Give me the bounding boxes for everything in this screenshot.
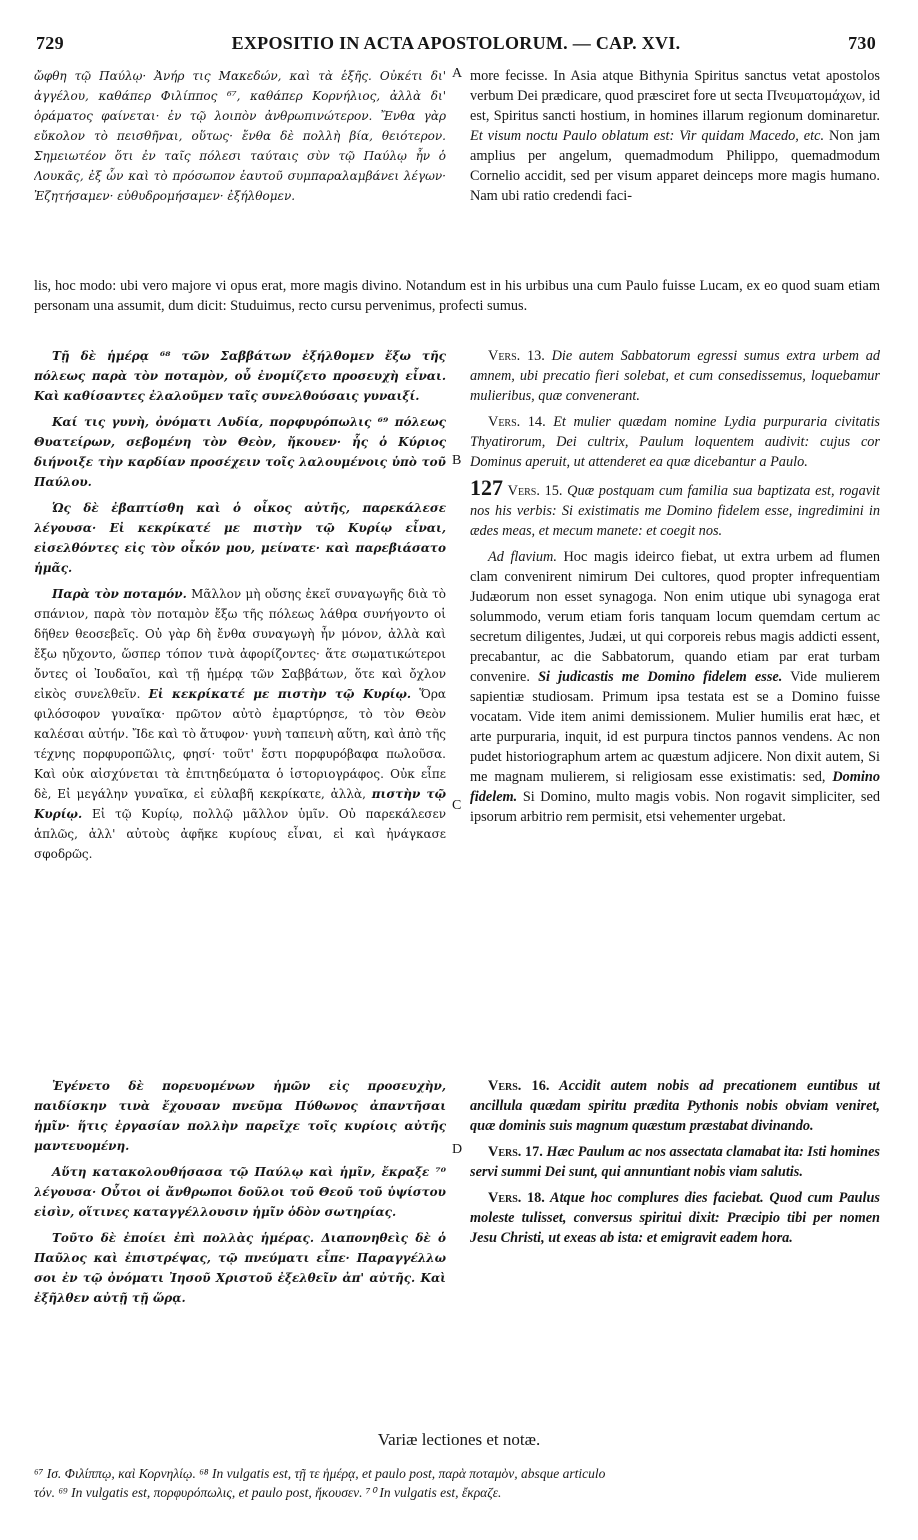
column-number: 127 [470,475,503,500]
latin-commentary-part-3: Si Domino, multo magis vobis. Non rogavit simpliciter, sed ipsorum arbitrio rem permisit, etsi vehementer urgebat. [470,789,880,825]
note-line-1: ⁶⁷ Ισ. Φιλίππῳ, καὶ Κορνηλίῳ. ⁶⁸ In vulgatis est, τῇ τε ἡμέρᾳ, et paulo post, παρὰ ποταμὸν, absque articulo [34,1466,606,1481]
latin-commentary-lemma-2: Si judicastis me Domino fidelem esse. [538,669,783,685]
greek-verses-16-18-block [34,1076,446,1414]
latin-verse-17: Hæc Paulum ac nos assectata clamabat ita: Isti homines servi summi Dei sunt, qui annuntiant nobis viam salutis. [470,1144,880,1180]
margin-letter-a: A [452,66,463,81]
latin-commentary-part-1: Hoc magis ideirco fiebat, ut extra urbem ad flumen clam convenirent nimirum Dei cultores, quod propter infrequentiam Judæorum non esset synagoga. Non enim utique ubi synagoga erat solummodo, verum etiam foris tanquam locum quemdam certum ac secretum diligentes, Judæi, ut qui corporeis rebus magis addicti essent, precabantur, ac die Sabbatorum, quando etiam par erat turbam convenire. [470,549,880,685]
latin-full-width-continuation [34,276,880,338]
vers-16-label: Vers. 16. [488,1078,550,1094]
margin-letter-b: B [452,453,462,468]
running-title: EXPOSITIO IN ACTA APOSTOLORUM. — CAP. XVI. [231,33,681,53]
latin-verse-18: Atque hoc complures dies faciebat. Quod cum Paulus moleste tulisset, conversus spiritui dixit: Præcipio tibi per nomen Jesu Christi, ut exeas ab ista: et emigravit eadem hora. [470,1190,880,1246]
greek-commentary-lemma-3: πιστὴν τῷ Κυρίῳ. [34,787,446,821]
page-number-right: 730 [848,33,876,53]
vers-15-label: Vers. 15. [507,483,563,499]
latin-verses-16-18-block [470,1076,880,1394]
latin-verse-15: Quæ postquam cum familia sua baptizata est, rogavit nos his verbis: Si existimatis me Domino fidelem esse, ingredimini in ædes meas, et mecum manete: et coegit nos. [470,483,880,539]
latin-verse-16: Accidit autem nobis ad precationem euntibus ut ancillula quædam spiritu prædita Pythonis nobis obviam veniret, quæ dominis suis magnum quæstum præstabat divinando. [470,1078,880,1134]
greek-commentary-part-1: Μᾶλλον μὴ οὔσης ἐκεῖ συναγωγῆς διὰ τὸ σπάνιον, παρὰ τὸν ποταμὸν ἔξω τῆς πόλεως λάθρα συνήγοντο οἱ δῆθεν θεοσεβεῖς. Οὐ γὰρ δὴ ἔνθα συναγωγὴ ἦν μόνον, ἀλλὰ καὶ ἔξω ηὔχοντο, ὥσπερ τόπον τινὰ ἀφορίζοντες· ἅτε σωματικώτεροι ὄντες οἱ Ἰουδαῖοι, καὶ τῇ ἡμέρᾳ τῶν Σαββάτων, ὅτε καὶ ὄχλον εἰκὸς συνελθεῖν. [34,587,446,701]
vers-13-label: Vers. 13. [488,348,545,364]
greek-commentary-part-3: Εἰ τῷ Κυρίῳ, πολλῷ μᾶλλον ὑμῖν. Οὐ παρεκάλεσεν ἁπλῶς, ἀλλ' αὐτοὺς ἀφῆκε κυρίους εἶναι, εἰ καὶ ἠνάγκασε σφοδρῶς. [34,807,446,861]
latin-opening-text-2: Non jam amplius per angelum, quemadmodum Philippo, quemadmodum Cornelio accidit, sed per visum apparet deinceps more magis humano. Nam ubi ratio credendi faci- [470,128,880,204]
vers-18-label: Vers. 18. [488,1190,545,1206]
latin-full-width-text: lis, hoc modo: ubi vero majore vi opus erat, more magis divino. Notandum est in his urbibus una cum Paulo fuisse Lucam, ex eo quod suam etiam personam una assumit, dum dicit: Studuimus, recto cursu pervenimus, profecti sumus. [34,278,880,314]
greek-commentary-lemma: Παρὰ τὸν ποταμόν. [52,587,187,601]
greek-verse-17: Αὕτη κατακολουθήσασα τῷ Παύλῳ καὶ ἡμῖν, ἔκραξε ⁷⁰ λέγουσα· Οὗτοι οἱ ἄνθρωποι δοῦλοι τοῦ Θεοῦ τοῦ ὑψίστου εἰσὶν, οἵτινες καταγγέλλουσιν ἡμῖν ὁδὸν σωτηρίας. [34,1165,446,1219]
note-line-2: τόν. ⁶⁹ In vulgatis est, πορφυρόπωλις, et paulo post, ἤκουσεν. ⁷⁰ In vulgatis est, ἔκραζε. [34,1485,502,1500]
vers-17-label: Vers. 17. [488,1144,543,1160]
greek-verse-18: Τοῦτο δὲ ἐποίει ἐπὶ πολλὰς ἡμέρας. Διαπονηθεὶς δὲ ὁ Παῦλος καὶ ἐπιστρέψας, τῷ πνεύματι εἶπε· Παραγγέλλω σοι ἐν τῷ ὀνόματι Ἰησοῦ Χριστοῦ ἐξελθεῖν ἀπ' αὐτῆς. Καὶ ἐξῆλθεν αὐτῇ τῇ ὥρᾳ. [34,1231,446,1305]
margin-letter-c: C [452,798,462,813]
notes-title: Variæ lectiones et notæ. [377,1430,541,1449]
latin-commentary-part-2: Vide mulierem sapientiæ studiosam. Primum ipsa testata est se a Domino fuisse vocatam. Vide item animi demissionem. Mulier humilis erat hæc, et arte purpuraria, inquit, id est purpura tinctos pannos vendens. Ac non pudet historiographum artem ac quæstum adjicere. Non dixit autem, Si me magnam mulierem, si religiosam esse existimatis: sed, [470,669,880,785]
running-header [36,33,876,57]
page-number-left: 729 [36,33,64,53]
latin-opening-block [470,66,880,278]
vers-14-label: Vers. 14. [488,414,546,430]
margin-letter-d: D [452,1142,463,1157]
latin-commentary-lemma: Ad flavium. [488,549,557,565]
latin-opening-text-1: more fecisse. In Asia atque Bithynia Spiritus sanctus vetat apostolos verbum Dei prædicare, quod præsciret fore ut secta Πνευματομάχων, id est, Spiritus sancti hostium, in homines illarum regionum dominaretur. [470,68,880,124]
greek-verse-16: Ἐγένετο δὲ πορευομένων ἡμῶν εἰς προσευχὴν, παιδίσκην τινὰ ἔχουσαν πνεῦμα Πύθωνος ἀπαντῆσαι ἡμῖν· ἥτις ἐργασίαν πολλὴν παρεῖχε τοῖς κυρίοις αὐτῆς μαντευομένη. [34,1079,446,1153]
greek-commentary-lemma-2: Εἰ κεκρίκατέ με πιστὴν τῷ Κυρίῳ. [148,687,412,701]
greek-commentary-part-2: Ὅρα φιλόσοφον γυναῖκα· πρῶτον αὐτὸ ἐμαρτύρησε, τὸ τὸν Θεὸν καλέσαι αὐτήν. Ἴδε καὶ τὸ ἄτυφον· γυνὴ ταπεινὴ αὕτη, καὶ ἀπὸ τῆς τέχνης πορφυροπῶλις, φησί· τοῦτ' ἔστι πορφυρόβαφα πωλοῦσα. Καὶ οὐκ αἰσχύνεται τὰ ἐπιτηδεύματα ὁ ἱστοριογράφος. Οὐκ εἶπε δὲ, Εἰ μεγάλην γυναῖκα, εἰ εὐλαβῆ κεκρίκατε, ἀλλὰ, [34,687,446,801]
latin-verse-14: Et mulier quædam nomine Lydia purpuraria civitatis Thyatirorum, Dei cultrix, Paulum loquentem audivit: cujus cor Dominus aperuit, ut attenderet ea quæ dicebantur a Paulo. [470,414,880,470]
greek-verse-15: Ὡς δὲ ἐβαπτίσθη καὶ ὁ οἶκος αὐτῆς, παρεκάλεσε λέγουσα· Εἰ κεκρίκατέ με πιστὴν τῷ Κυρίῳ εἶναι, εἰσελθόντες εἰς τὸν οἶκόν μου, μείνατε· καὶ παρεβιάσατο ἡμᾶς. [34,501,446,575]
latin-commentary-lemma-3: Domino fidelem. [470,769,880,805]
greek-opening-text: ὤφθη τῷ Παύλῳ· Ἀνήρ τις Μακεδών, καὶ τὰ ἑξῆς. Οὐκέτι δι' ἀγγέλου, καθάπερ Φιλίππος ⁶⁷, καθάπερ Κορνήλιος, ἀλλὰ δι' ὁράματος φαίνεται· ἐν τῷ λοιπὸν ἀνθρωπινώτερον. Ἔνθα γὰρ εὔκολον τὸ πεισθῆναι, οὕτως· ἔνθα δὲ πολλὴ βία, θειότερον. Σημειωτέον ὅτι ἐν ταῖς πόλεσι ταύταις σὺν τῷ Παύλῳ ἦν ὁ Λουκᾶς, ἐξ ὧν καὶ τὸ πρόσωπον ἑαυτοῦ συμπαραλαμβάνει λέγων· Ἐζητήσαμεν· εὐθυδρομήσαμεν· ἐξήλθομεν. [34,69,446,203]
latin-verse-13: Die autem Sabbatorum egressi sumus extra urbem ad amnem, ubi precatio fieri solebat, et cum consedissemus, loquebamur mulieribus, quæ convenerant. [470,348,880,404]
notes-block [34,1464,874,1502]
greek-verses-13-15-block [34,346,446,1016]
greek-opening-block [34,66,446,272]
latin-opening-lemma: Et visum noctu Paulo oblatum est: Vir quidam Macedo, etc. [470,128,825,144]
greek-verse-13: Τῇ δὲ ἡμέρᾳ ⁶⁸ τῶν Σαββάτων ἐξήλθομεν ἔξω τῆς πόλεως παρὰ τὸν ποταμὸν, οὗ ἐνομίζετο προσευχὴ εἶναι. Καὶ καθίσαντες ἐλαλοῦμεν ταῖς συνελθούσαις γυναιξί. [34,349,446,403]
latin-verses-13-15-block [470,346,880,1072]
greek-verse-14: Καί τις γυνὴ, ὀνόματι Λυδία, πορφυρόπωλις ⁶⁹ πόλεως Θυατείρων, σεβομένη τὸν Θεὸν, ἤκουεν· ἧς ὁ Κύριος διήνοιξε τὴν καρδίαν προσέχειν τοῖς λαλουμένοις ὑπὸ τοῦ Παύλου. [34,415,446,489]
